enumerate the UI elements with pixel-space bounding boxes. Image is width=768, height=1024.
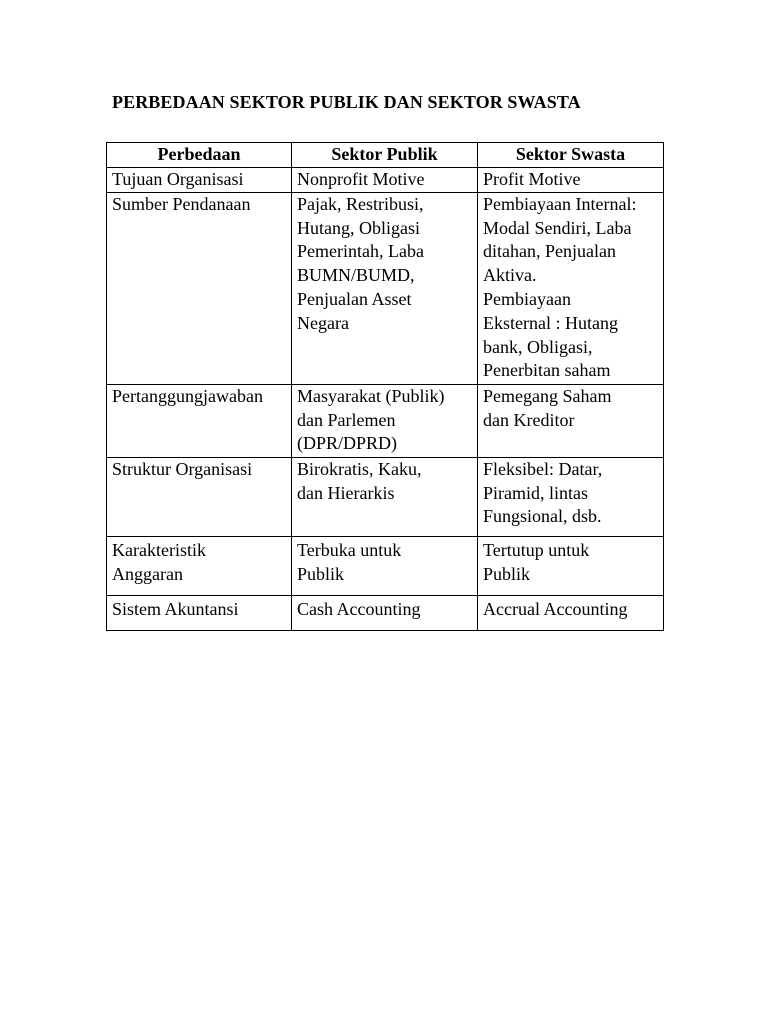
cell-perbedaan [107, 384, 292, 457]
cell-text: Pembiayaan [483, 288, 571, 309]
comparison-table [106, 142, 664, 631]
cell-text: Sumber Pendanaan [112, 193, 251, 214]
cell-text: Anggaran [112, 563, 183, 584]
cell-text: Terbuka untuk [297, 539, 402, 560]
cell-swasta [478, 457, 664, 536]
table-row [107, 167, 664, 192]
cell-publik [292, 192, 478, 384]
cell-text: (DPR/DPRD) [297, 433, 398, 454]
cell-perbedaan [107, 595, 292, 630]
table-row [107, 595, 664, 630]
document-title: PERBEDAAN SEKTOR PUBLIK DAN SEKTOR SWASTA [112, 92, 581, 112]
cell-text: Nonprofit Motive [297, 168, 425, 189]
cell-text: Aktiva. [483, 265, 537, 286]
cell-text: Birokratis, Kaku, [297, 458, 422, 479]
cell-text: BUMN/BUMD, [297, 265, 415, 286]
cell-publik [292, 536, 478, 595]
header-sektor-publik: Sektor Publik [292, 143, 478, 168]
cell-swasta [478, 595, 664, 630]
cell-swasta [478, 384, 664, 457]
cell-perbedaan [107, 192, 292, 384]
cell-text: Publik [297, 563, 345, 584]
cell-text: Struktur Organisasi [112, 458, 253, 479]
table-row [107, 536, 664, 595]
header-perbedaan: Perbedaan [107, 143, 292, 168]
cell-text: Pemegang Saham [483, 385, 612, 406]
cell-text: Modal Sendiri, Laba [483, 217, 632, 238]
cell-text: Hutang, Obligasi [297, 217, 420, 238]
cell-text: dan Parlemen [297, 409, 396, 430]
cell-text: Pembiayaan Internal: [483, 193, 637, 214]
cell-text: bank, Obligasi, [483, 336, 593, 357]
table-header-row [107, 143, 664, 168]
cell-text: Profit Motive [483, 168, 581, 189]
cell-text: Publik [483, 563, 531, 584]
cell-swasta [478, 167, 664, 192]
cell-text: Sistem Akuntansi [112, 598, 239, 619]
cell-text: Tujuan Organisasi [112, 168, 244, 189]
cell-text: Pertanggungjawaban [112, 385, 263, 406]
cell-perbedaan [107, 536, 292, 595]
table-row [107, 384, 664, 457]
cell-publik [292, 167, 478, 192]
cell-text: Tertutup untuk [483, 539, 590, 560]
cell-text: Negara [297, 312, 349, 333]
cell-text: Masyarakat (Publik) [297, 385, 445, 406]
cell-text: Cash Accounting [297, 598, 421, 619]
cell-publik [292, 595, 478, 630]
cell-text: Penerbitan saham [483, 360, 611, 381]
cell-perbedaan [107, 167, 292, 192]
cell-text: Penjualan Asset [297, 288, 412, 309]
cell-perbedaan [107, 457, 292, 536]
cell-swasta [478, 536, 664, 595]
cell-text: ditahan, Penjualan [483, 241, 616, 262]
cell-text: dan Kreditor [483, 409, 575, 430]
header-sektor-swasta: Sektor Swasta [478, 143, 664, 168]
cell-text: Fungsional, dsb. [483, 506, 602, 527]
cell-publik [292, 457, 478, 536]
table-row [107, 457, 664, 536]
table-row [107, 192, 664, 384]
cell-text: Fleksibel: Datar, [483, 458, 603, 479]
cell-text: Piramid, lintas [483, 482, 588, 503]
cell-text: Pemerintah, Laba [297, 241, 424, 262]
cell-text: Pajak, Restribusi, [297, 193, 424, 214]
cell-publik [292, 384, 478, 457]
cell-text: Accrual Accounting [483, 598, 628, 619]
cell-swasta [478, 192, 664, 384]
cell-text: dan Hierarkis [297, 482, 395, 503]
cell-text: Eksternal : Hutang [483, 312, 618, 333]
cell-text: Karakteristik [112, 539, 206, 560]
